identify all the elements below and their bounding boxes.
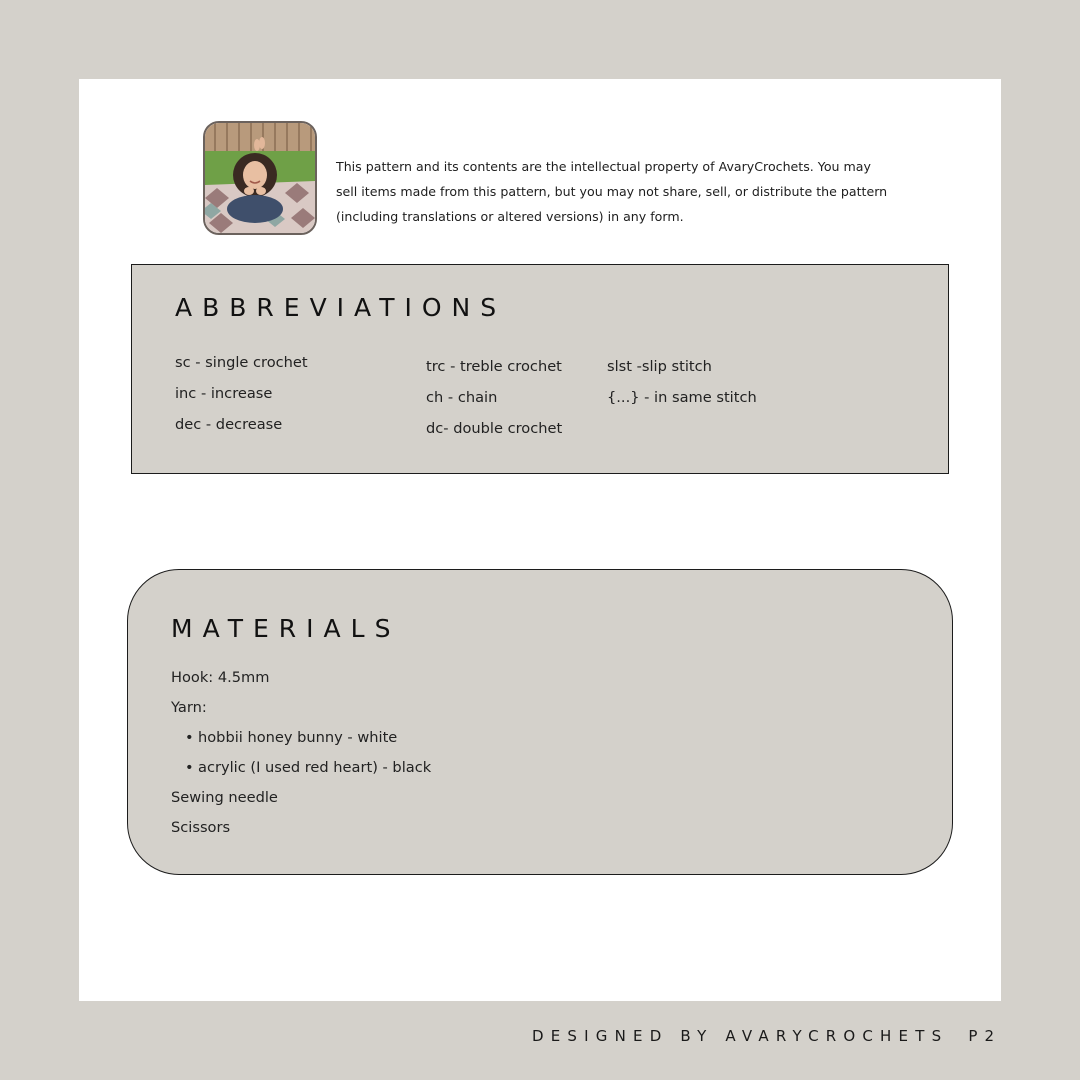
abbreviation-item: trc - treble crochet (426, 358, 562, 375)
abbreviation-item: dc- double crochet (426, 420, 563, 437)
designer-photo (203, 121, 317, 235)
abbreviations-column-1 (175, 347, 308, 440)
abbreviations-section (131, 264, 949, 474)
abbreviation-item: sc - single crochet (175, 354, 308, 371)
materials-yarn-label: Yarn: (171, 699, 207, 716)
abbreviation-item: dec - decrease (175, 416, 283, 433)
materials-title: MATERIALS (171, 614, 401, 643)
abbreviation-item: inc - increase (175, 385, 273, 402)
materials-scissors: Scissors (171, 819, 231, 836)
copyright-notice: This pattern and its contents are the intellectual property of AvaryCrochets. You may sell items made from this pattern, but you may not share, sell, or distribute the pattern (including translations or altered versions) in any form. (336, 158, 888, 224)
materials-section (127, 569, 953, 875)
designer-credit: DESIGNED BY AVARYCROCHETS (532, 1027, 949, 1045)
materials-yarn-item: • acrylic (I used red heart) - black (171, 753, 431, 783)
page-number: P2 (968, 1027, 1002, 1045)
abbreviations-title: ABBREVIATIONS (175, 293, 507, 322)
materials-list (171, 663, 431, 843)
materials-needle: Sewing needle (171, 789, 278, 806)
abbreviation-item: ch - chain (426, 389, 498, 406)
abbreviations-column-2 (426, 351, 562, 444)
abbreviation-item: slst -slip stitch (607, 358, 712, 375)
page-footer (532, 1027, 1001, 1045)
abbreviation-item: {...} - in same stitch (607, 389, 757, 406)
materials-hook: Hook: 4.5mm (171, 669, 270, 686)
pattern-page (79, 79, 1001, 1001)
portrait-photo-icon (205, 123, 315, 233)
materials-yarn-item: • hobbii honey bunny - white (171, 723, 431, 753)
abbreviations-column-3 (607, 351, 757, 413)
